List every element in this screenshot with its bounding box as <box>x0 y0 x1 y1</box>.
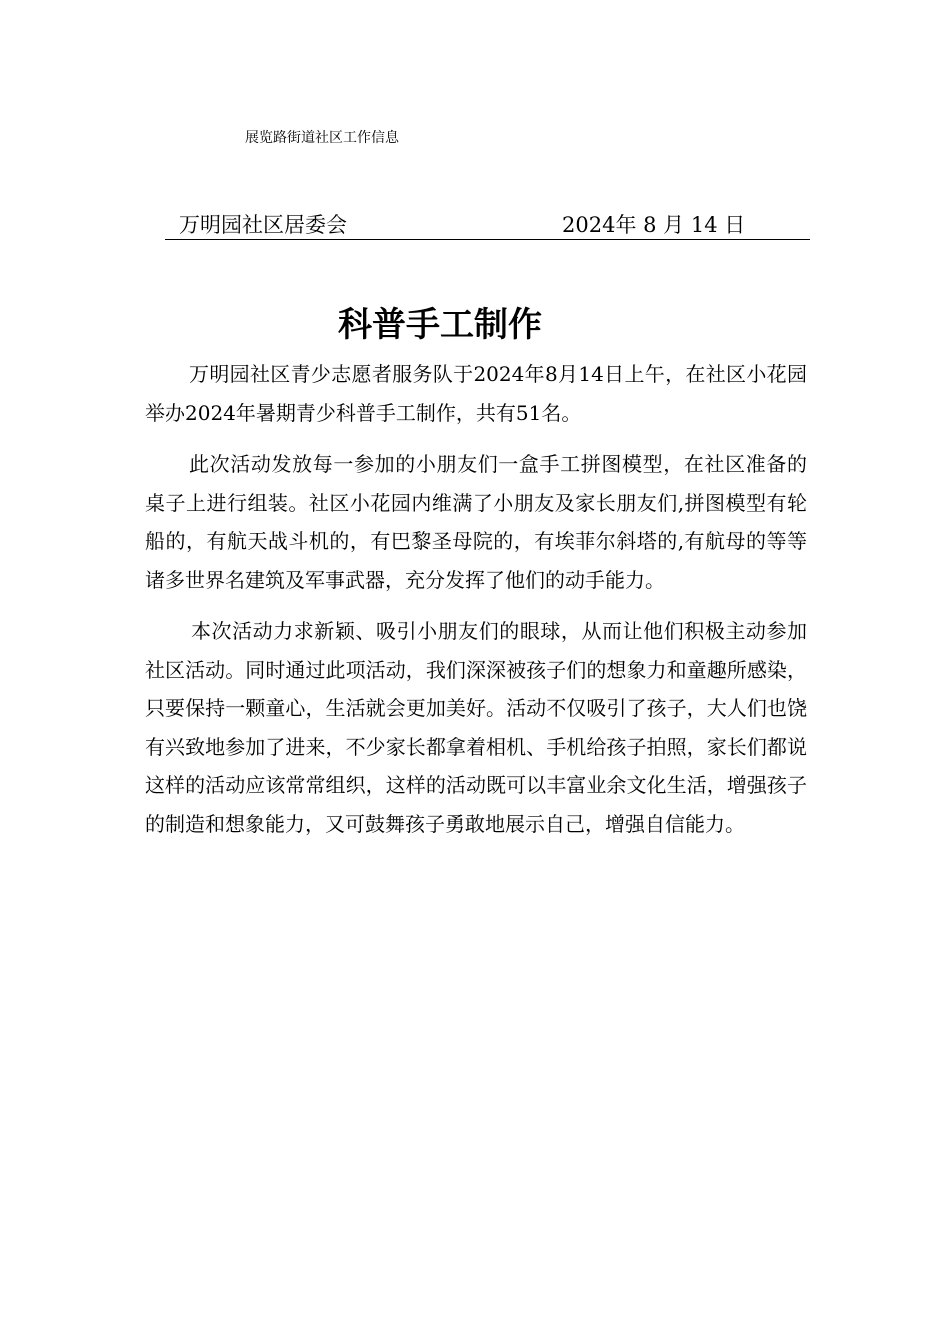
paragraph-3: 本次活动力求新颖、吸引小朋友们的眼球，从而让他们积极主动参加社区活动。同时通过此项活动，我们深深被孩子们的想象力和童趣所感染，只要保持一颗童心，生活就会更加美好。活动不仅吸引了孩子，大人们也饶有兴致地参加了进来，不少家长都拿着相机、手机给孩子拍照，家长们都说这样的活动应该常常组织，这样的活动既可以丰富业余文化生活，增强孩子的制造和想象能力，又可鼓舞孩子勇敢地展示自己，增强自信能力。 <box>145 619 807 836</box>
header-note: 展览路街道社区工作信息 <box>245 130 399 146</box>
article-body <box>145 355 807 843</box>
masthead-line <box>165 211 810 240</box>
issue-date: 2024年 8 月 14 日 <box>562 213 746 237</box>
paragraph-2: 此次活动发放每一参加的小朋友们一盒手工拼图模型，在社区准备的桌子上进行组装。社区小花园内维满了小朋友及家长朋友们,拼图模型有轮船的，有航天战斗机的，有巴黎圣母院的，有埃菲尔斜塔的,有航母的等等诸多世界名建筑及军事武器，充分发挥了他们的动手能力。 <box>145 452 807 592</box>
organization-name: 万明园社区居委会 <box>179 213 347 237</box>
paragraph-1: 万明园社区青少志愿者服务队于2024年8月14日上午，在社区小花园举办2024年暑期青少科普手工制作，共有51名。 <box>145 362 807 425</box>
article-title: 科普手工制作 <box>338 305 542 345</box>
